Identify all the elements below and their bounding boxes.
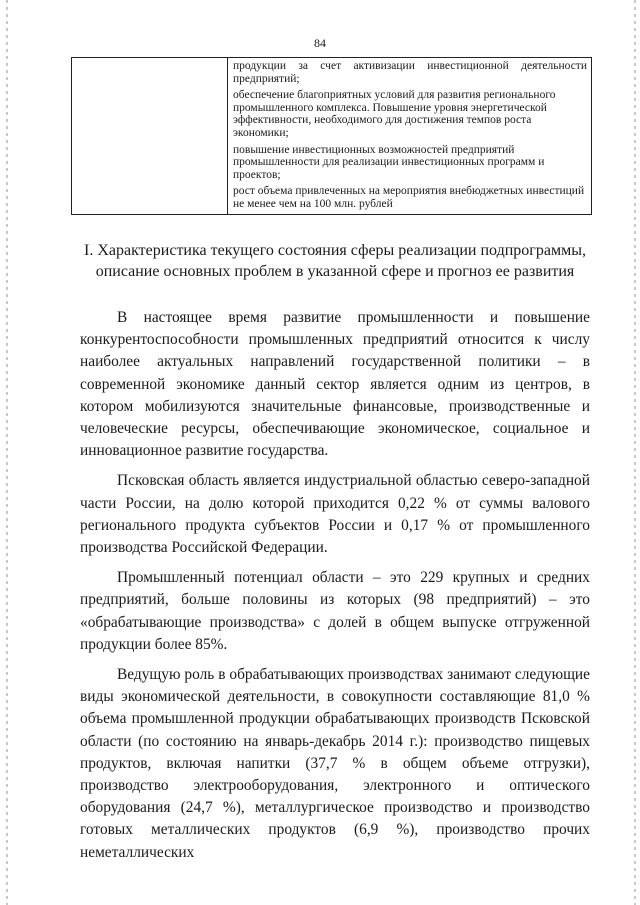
continuation-table	[71, 57, 592, 215]
section-heading-line-1: I. Характеристика текущего состояния сферы реализации подпрограммы,	[84, 242, 586, 259]
table-cell-item-1: продукции за счет активизации инвестиционной деятельности предприятий;	[233, 60, 587, 85]
section-heading	[70, 240, 600, 282]
paragraph-4: Ведущую роль в обрабатывающих производствах занимают следующие виды экономической деятельности, в совокупности составляющие 81,0 % объема промышленной продукции обрабатывающих производств Псковской области (по состоянию на январь-декабрь 2014 г.): производство пищевых продуктов, включая напитки (37,7 % в общем объеме отгрузки), производство электрооборудования, электронного и оптического оборудования (24,7 %), металлургическое производство и производство готовых металлических продуктов (6,9 %), производство прочих неметаллических	[80, 666, 590, 861]
paragraph-2: Псковская область является индустриальной областью северо-западной части России, на долю которой приходится 0,22 % от суммы валового регионального продукта субъектов России и 0,17 % от промышленного производства Российской Федерации.	[80, 472, 590, 557]
table-cell-item-2: обеспечение благоприятных условий для развития регионального промышленного комплекса. Повышение уровня энергетической эффективности, необходимого для достижения темпов роста экономики;	[233, 89, 556, 139]
table-cell-item-3: повышение инвестиционных возможностей предприятий промышленности для реализации инвестиционных программ и проектов;	[233, 143, 545, 181]
scan-edge-right	[634, 0, 636, 905]
page-number: 84	[314, 36, 326, 50]
table-column-divider	[227, 58, 228, 214]
table-cell-item-4: рост объема привлеченных на мероприятия внебюджетных инвестиций не менее чем на 100 млн. рублей	[233, 185, 585, 210]
section-heading-line-2: описание основных проблем в указанной сфере и прогноз ее развития	[95, 263, 575, 280]
body-text	[80, 307, 590, 872]
paragraph-3: Промышленный потенциал области – это 229 крупных и средних предприятий, больше половины из которых (98 предприятий) – это «обрабатывающие производства» с долей в общем выпуске отгруженной продукции более 85%.	[80, 569, 590, 653]
paragraph-1: В настоящее время развитие промышленности и повышение конкурентоспособности промышленных предприятий относится к числу наиболее актуальных направлений государственной политики – в современной экономике данный сектор является одним из центров, в котором мобилизуются значительные финансовые, производственные и человеческие ресурсы, обеспечивающие экономическое, социальное и инновационное развитие государства.	[80, 309, 590, 460]
table-cell-results	[233, 60, 587, 215]
scan-edge-left	[6, 0, 8, 905]
